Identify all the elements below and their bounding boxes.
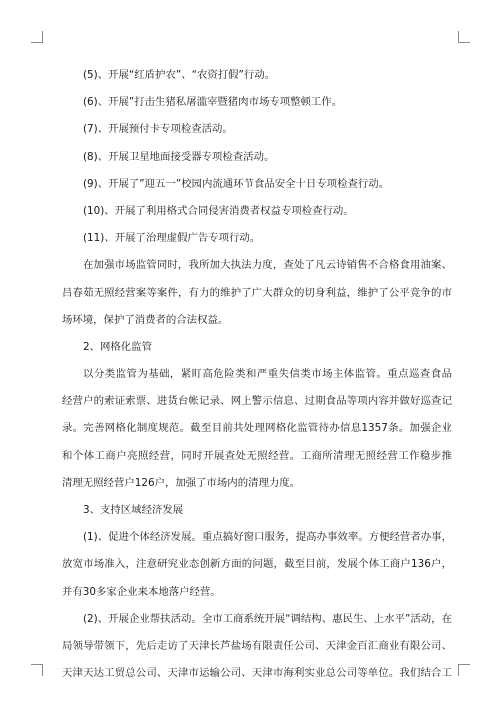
list-item-5: (5)、开展“红盾护农”、“农资打假”行动。 (83, 69, 276, 81)
regional-item-2-line-3: 天津天达工贸总公司、天津市运输公司、天津市海利实业总公司等单位。我们结合工 (62, 667, 452, 680)
crop-mark-bottom-right-h (458, 664, 470, 665)
crop-mark-bottom-right-v (458, 664, 459, 676)
grid-paragraph-line-2: 经营户的索证索票、进货台帐记录、网上警示信息、过期食品等项内容并做好巡查记 (62, 395, 452, 408)
regional-item-2-line-2: 局领导带领下，先后走访了天津长芦盐场有限责任公司、天津金百汇商业有限公司、 (62, 639, 452, 652)
regional-item-1-line-2: 放宽市场准入，注意研究业态创新方面的问题，截至目前，发展个体工商户136户， (62, 558, 452, 571)
crop-mark-bottom-left-v (42, 664, 43, 676)
list-item-8: (8)、开展卫星地面接受器专项检查活动。 (83, 150, 275, 163)
section-heading-grid-supervision: 2、网格化监管 (83, 340, 152, 353)
list-item-6: (6)、开展”打击生猪私屠滥宰暨猪肉市场专项整顿工作。 (83, 96, 343, 109)
list-item-9: (9)、开展了”迎五一”校园内流通环节食品安全十日专项检查行动。 (83, 177, 390, 190)
regional-item-1-line-1: (1)、促进个体经济发展。重点搞好窗口服务，提高办事效率。方便经营者办事， (83, 531, 452, 544)
crop-mark-top-left-v (42, 31, 43, 43)
list-item-11: (11)、开展了治理虚假广告专项行动。 (83, 232, 261, 245)
regional-item-2-line-1: (2)、开展企业帮扶活动。全市工商系统开展“调结构、惠民生、上水平”活动，在 (83, 612, 452, 625)
crop-mark-top-right-h (458, 42, 470, 43)
enforcement-paragraph-line-2: 吕春茹无照经营案等案件，有力的维护了广大群众的切身利益，维护了公平竞争的市 (62, 286, 452, 299)
enforcement-paragraph-line-3: 场环境，保护了消费者的合法权益。 (62, 313, 229, 326)
list-item-7: (7)、开展预付卡专项检查活动。 (83, 123, 233, 136)
section-heading-regional-economy: 3、支持区域经济发展 (83, 504, 184, 516)
list-item-10: (10)、开展了利用格式合同侵害消费者权益专项检查行动。 (83, 204, 354, 217)
enforcement-paragraph-line-1: 在加强市场监管同时，我所加大执法力度，查处了凡云诗销售不合格食用油案、 (83, 259, 452, 272)
grid-paragraph-line-4: 和个体工商户亮照经营，同时开展查处无照经营。工商所清理无照经营工作稳步推 (62, 449, 452, 462)
grid-paragraph-line-1: 以分类监管为基础，紧盯高危险类和严重失信类市场主体监管。重点巡查食品 (83, 368, 452, 381)
regional-item-1-line-3: 并有30多家企业来本地落户经营。 (62, 585, 221, 598)
grid-paragraph-line-3: 录。完善网格化制度规范。截至目前共处理网格化监管待办信息1357条。加强企业 (62, 422, 452, 435)
crop-mark-top-right-v (458, 31, 459, 43)
grid-paragraph-line-5: 清理无照经营户126户，加强了市场内的清理力度。 (62, 476, 301, 489)
document-body (62, 62, 452, 687)
